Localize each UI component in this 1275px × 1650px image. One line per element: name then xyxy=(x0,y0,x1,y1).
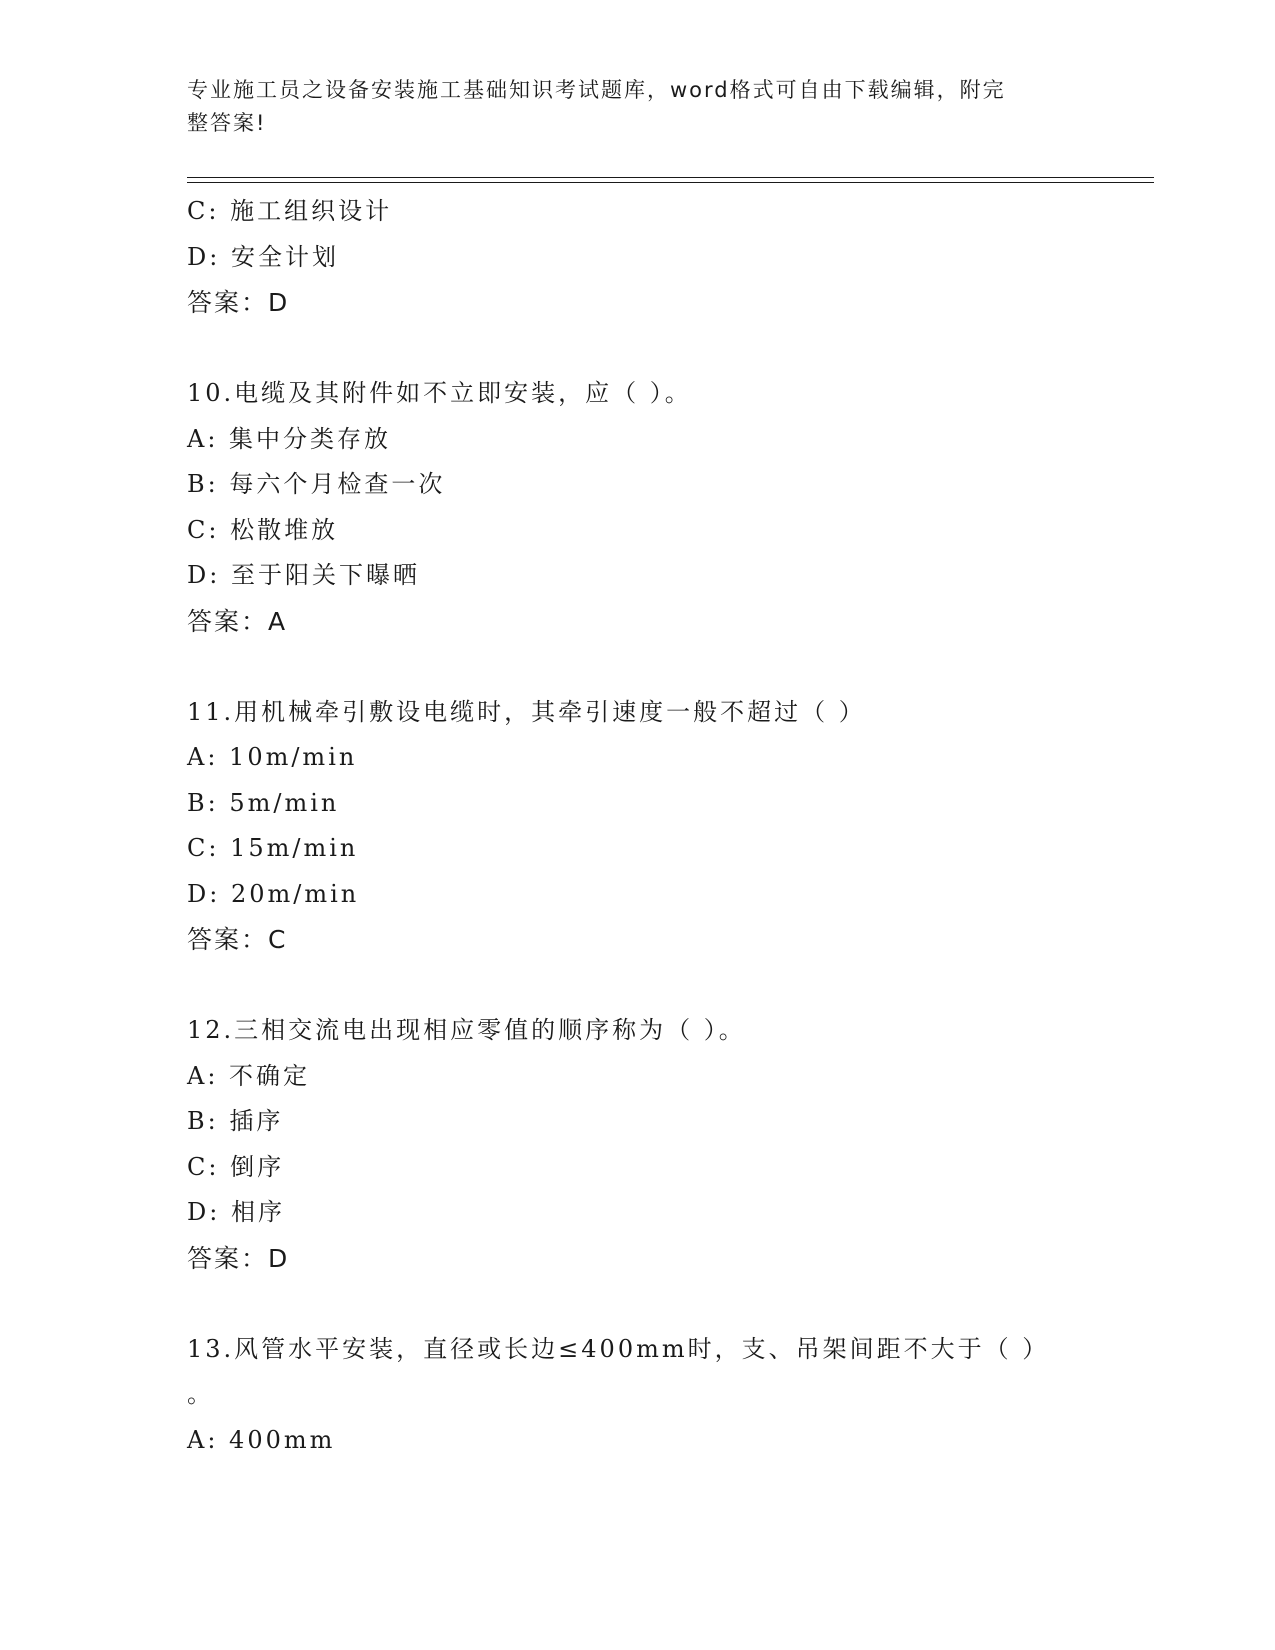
option-line: A: 400mm xyxy=(187,1425,336,1454)
spacer xyxy=(187,644,1117,690)
option-line: C: 倒序 xyxy=(187,1152,285,1181)
option-line: D: 至于阳关下曝晒 xyxy=(187,561,420,589)
spacer xyxy=(187,326,1117,372)
document-header xyxy=(187,74,1067,140)
option-line: B: 每六个月检查一次 xyxy=(187,470,446,498)
question-list xyxy=(187,189,1117,1463)
spacer xyxy=(187,963,1117,1009)
header-divider-bottom xyxy=(187,182,1154,183)
header-divider-top xyxy=(187,177,1154,178)
option-line: C: 松散堆放 xyxy=(187,515,339,544)
header-line-2: 整答案! xyxy=(187,111,267,135)
answer-line: 答案：D xyxy=(187,1243,290,1273)
option-line: D: 安全计划 xyxy=(187,242,339,271)
answer-line: 答案：D xyxy=(187,288,290,317)
header-line-1: 专业施工员之设备安装施工基础知识考试题库，word格式可自由下载编辑，附完 xyxy=(187,78,1006,102)
spacer xyxy=(187,1281,1117,1327)
option-line: D: 相序 xyxy=(187,1198,285,1226)
question-line: 13.风管水平安装，直径或长边≤400mm时，支、吊架间距不大于（ ） xyxy=(187,1334,1050,1363)
question-line-continuation: 。 xyxy=(187,1380,211,1408)
question-line: 10.电缆及其附件如不立即安装，应（ ）。 xyxy=(187,379,692,407)
option-line: A: 10m/min xyxy=(187,743,358,771)
question-line: 12.三相交流电出现相应零值的顺序称为（ ）。 xyxy=(187,1016,746,1044)
option-line: B: 插序 xyxy=(187,1107,284,1135)
option-line: A: 集中分类存放 xyxy=(187,424,392,453)
option-line: B: 5m/min xyxy=(187,788,340,817)
question-line: 11.用机械牵引敷设电缆时，其牵引速度一般不超过（ ） xyxy=(187,697,866,726)
option-line: A: 不确定 xyxy=(187,1061,311,1090)
option-line: D: 20m/min xyxy=(187,879,360,908)
option-line: C: 15m/min xyxy=(187,834,359,862)
answer-line: 答案：A xyxy=(187,606,288,636)
option-line: C: 施工组织设计 xyxy=(187,197,393,225)
answer-line: 答案：C xyxy=(187,925,288,954)
